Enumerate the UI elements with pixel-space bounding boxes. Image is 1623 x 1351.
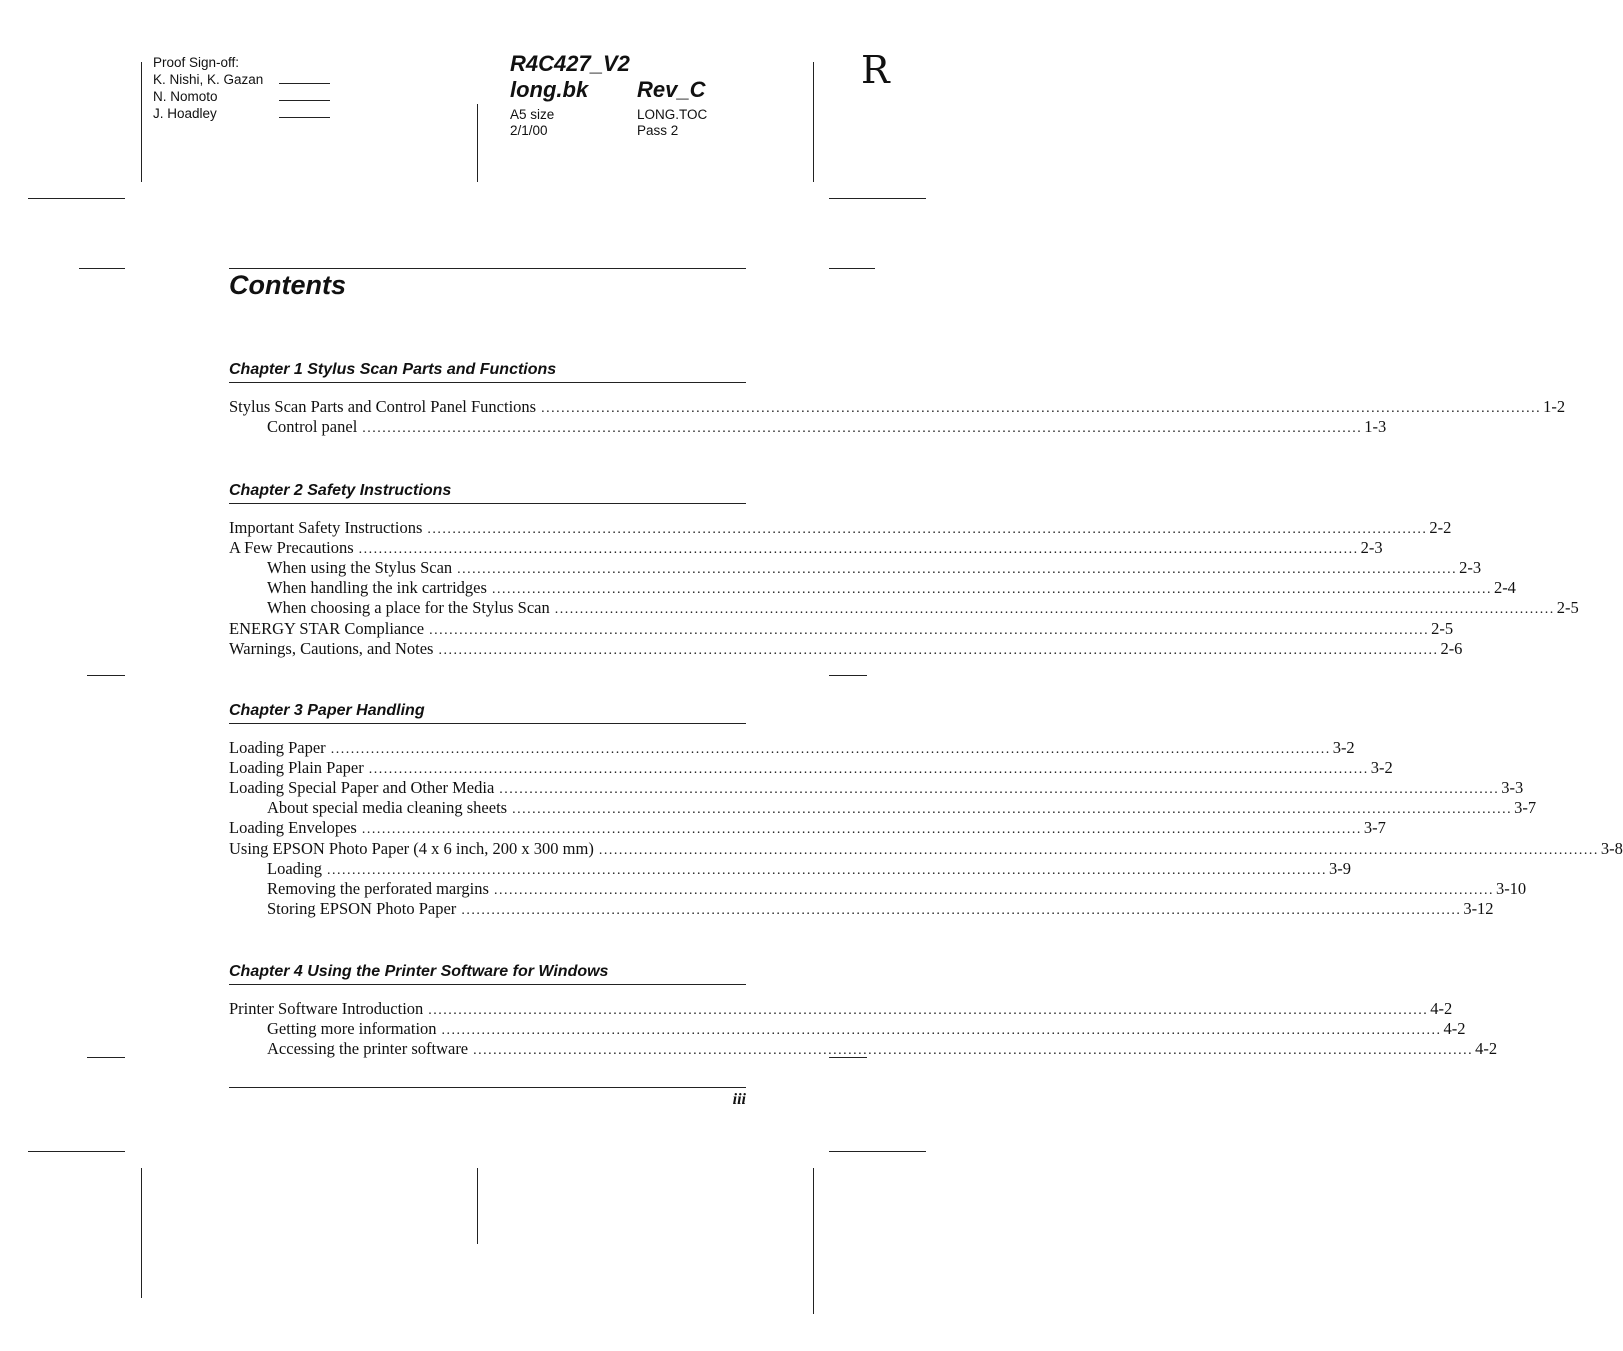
crop-mark <box>141 62 142 182</box>
dot-leader: ........................................................................................................................................................................................................ <box>330 742 1331 757</box>
toc-entry[interactable] <box>229 758 1393 780</box>
chapter-heading: Chapter 4 Using the Printer Software for Windows <box>229 963 609 980</box>
crop-mark <box>829 1151 926 1152</box>
dot-leader: ........................................................................................................................................................................................................ <box>473 1043 1474 1059</box>
dot-leader: ........................................................................................................................................................................................................ <box>554 602 1555 618</box>
toc-entry[interactable] <box>267 598 1579 620</box>
chapter-heading: Chapter 1 Stylus Scan Parts and Functions <box>229 361 557 378</box>
toc-entry-page: 1-2 <box>1543 397 1566 416</box>
toc-entry-title: Warnings, Cautions, and Notes <box>229 638 434 658</box>
doc-code: R4C427_V2 <box>510 51 630 76</box>
crop-mark <box>87 675 125 676</box>
toc-entry-page: 3-9 <box>1329 858 1351 878</box>
dot-leader: ........................................................................................................................................................................................................ <box>598 842 1599 858</box>
dot-leader: ........................................................................................................................................................................................................ <box>428 1003 1429 1018</box>
crop-mark <box>813 1168 814 1314</box>
crop-mark <box>829 198 926 199</box>
toc-entry[interactable] <box>267 898 1494 921</box>
crop-mark <box>477 1168 478 1244</box>
dot-leader: ........................................................................................................................................................................................................ <box>429 622 1430 638</box>
corner-letter: R <box>861 48 890 92</box>
toc-entry-title: When choosing a place for the Stylus Scan <box>267 598 550 618</box>
dot-leader: ........................................................................................................................................................................................................ <box>491 582 1492 598</box>
crop-mark <box>141 1168 142 1298</box>
chapter-rule <box>229 723 746 724</box>
toc-entry[interactable] <box>267 417 1387 439</box>
toc-entry[interactable] <box>229 518 1452 540</box>
toc-entry-title: Loading Plain Paper <box>229 758 364 778</box>
toc-entry[interactable] <box>229 778 1524 800</box>
proof-signoff <box>153 54 263 122</box>
toc-entry-title: Control panel <box>267 417 358 437</box>
toc-entry-title: About special media cleaning sheets <box>267 798 508 818</box>
toc-entry[interactable] <box>229 818 1386 840</box>
dot-leader: ........................................................................................................................................................................................................ <box>368 762 1369 778</box>
toc-entry-page: 3-10 <box>1495 878 1527 898</box>
dot-leader: ........................................................................................................................................................................................................ <box>327 862 1327 878</box>
page-number: iii <box>732 1091 746 1108</box>
dot-leader: ........................................................................................................................................................................................................ <box>512 802 1513 818</box>
toc-entry-page: 2-6 <box>1440 638 1463 658</box>
dot-leader: ........................................................................................................................................................................................................ <box>541 401 1542 416</box>
toc-entry-page: 2-5 <box>1556 598 1579 618</box>
toc-entry[interactable] <box>267 878 1527 901</box>
toc-entry-page: 3-2 <box>1370 758 1393 778</box>
signer-row <box>153 105 263 122</box>
toc-entry-title: Getting more information <box>267 1019 437 1039</box>
toc-entry-page: 3-7 <box>1514 798 1537 818</box>
signature-line <box>279 83 330 84</box>
toc-entry[interactable] <box>229 618 1454 641</box>
toc-entry[interactable] <box>267 798 1537 820</box>
chapter-rule <box>229 984 746 985</box>
toc-entry[interactable] <box>267 1019 1466 1041</box>
toc-entry-page: 2-5 <box>1431 618 1454 638</box>
toc-entry-page: 1-3 <box>1364 417 1387 437</box>
toc-entry-page: 4-2 <box>1475 1039 1498 1059</box>
toc-entry[interactable] <box>229 538 1383 560</box>
toc-entry-title: Accessing the printer software <box>267 1039 469 1059</box>
toc-entry-title: Loading Special Paper and Other Media <box>229 778 495 798</box>
dot-leader: ........................................................................................................................................................................................................ <box>358 542 1359 558</box>
crop-mark <box>829 268 875 269</box>
toc-entry-page: 4-2 <box>1443 1019 1466 1039</box>
toc-entry-page: 2-2 <box>1429 518 1452 537</box>
chapter-rule <box>229 382 746 383</box>
toc-entry-page: 3-8 <box>1600 838 1623 858</box>
toc-entry-title: When using the Stylus Scan <box>267 558 453 578</box>
toc-entry-page: 2-3 <box>1459 558 1482 578</box>
signer-name: J. Hoadley <box>153 106 217 121</box>
toc-file: LONG.TOC <box>637 107 708 122</box>
dot-leader: ........................................................................................................................................................................................................ <box>427 522 1428 537</box>
dot-leader: ........................................................................................................................................................................................................ <box>457 562 1458 578</box>
book-file: long.bk <box>510 77 589 102</box>
dot-leader: ........................................................................................................................................................................................................ <box>499 782 1500 798</box>
chapter-heading: Chapter 3 Paper Handling <box>229 702 425 719</box>
signature-line <box>279 117 330 118</box>
toc-entry[interactable] <box>229 397 1566 419</box>
signer-row <box>153 88 263 105</box>
toc-entry[interactable] <box>267 858 1351 881</box>
toc-entry-title: Loading <box>267 858 322 878</box>
crop-mark <box>28 198 125 199</box>
toc-entry[interactable] <box>267 578 1516 600</box>
crop-mark <box>28 1151 125 1152</box>
toc-entry-title: Using EPSON Photo Paper (4 x 6 inch, 200 x 300 mm) <box>229 838 594 858</box>
dot-leader: ........................................................................................................................................................................................................ <box>438 642 1439 658</box>
crop-mark <box>813 62 814 182</box>
page-title: Contents <box>229 270 346 300</box>
doc-date: 2/1/00 <box>510 123 548 138</box>
toc-entry-title: A Few Precautions <box>229 538 354 558</box>
toc-entry-title: Loading Envelopes <box>229 818 357 838</box>
toc-entry-title: ENERGY STAR Compliance <box>229 618 425 638</box>
page-size: A5 size <box>510 107 555 122</box>
pass-number: Pass 2 <box>637 123 679 138</box>
toc-entry[interactable] <box>267 1039 1498 1061</box>
dot-leader: ........................................................................................................................................................................................................ <box>461 902 1462 918</box>
signer-row <box>153 71 263 88</box>
signature-line <box>279 100 330 101</box>
toc-entry-title: Important Safety Instructions <box>229 518 423 537</box>
toc-entry-title: Stylus Scan Parts and Control Panel Functions <box>229 397 537 416</box>
toc-entry[interactable] <box>229 999 1453 1021</box>
signoff-title: Proof Sign-off: <box>153 55 240 70</box>
toc-entry-page: 3-7 <box>1363 818 1386 838</box>
crop-mark <box>79 268 125 269</box>
crop-mark <box>87 1057 125 1058</box>
toc-entry-title: Removing the perforated margins <box>267 878 489 898</box>
toc-entry-page: 2-4 <box>1493 578 1516 598</box>
toc-entry-page: 3-12 <box>1463 898 1494 918</box>
toc-entry[interactable] <box>229 638 1463 661</box>
toc-entry-page: 4-2 <box>1430 999 1453 1018</box>
crop-mark <box>829 675 867 676</box>
toc-entry[interactable] <box>229 838 1623 861</box>
signer-name: N. Nomoto <box>153 89 218 104</box>
revision: Rev_C <box>637 77 706 102</box>
footer-rule <box>229 1087 746 1088</box>
chapter-rule <box>229 503 746 504</box>
dot-leader: ........................................................................................................................................................................................................ <box>441 1023 1442 1039</box>
dot-leader: ........................................................................................................................................................................................................ <box>493 882 1494 898</box>
toc-entry-page: 2-3 <box>1360 538 1383 558</box>
crop-mark <box>477 104 478 182</box>
toc-entry-page: 3-2 <box>1332 738 1355 757</box>
toc-entry-title: Printer Software Introduction <box>229 999 424 1018</box>
signer-name: K. Nishi, K. Gazan <box>153 72 264 87</box>
toc-entry-title: Storing EPSON Photo Paper <box>267 898 457 918</box>
toc-entry[interactable] <box>229 738 1355 760</box>
dot-leader: ........................................................................................................................................................................................................ <box>361 822 1362 838</box>
toc-entry[interactable] <box>267 558 1482 580</box>
toc-entry-title: When handling the ink cartridges <box>267 578 487 598</box>
dot-leader: ........................................................................................................................................................................................................ <box>362 421 1363 437</box>
toc-entry-title: Loading Paper <box>229 738 326 757</box>
toc-entry-page: 3-3 <box>1501 778 1524 798</box>
chapter-heading: Chapter 2 Safety Instructions <box>229 482 452 499</box>
